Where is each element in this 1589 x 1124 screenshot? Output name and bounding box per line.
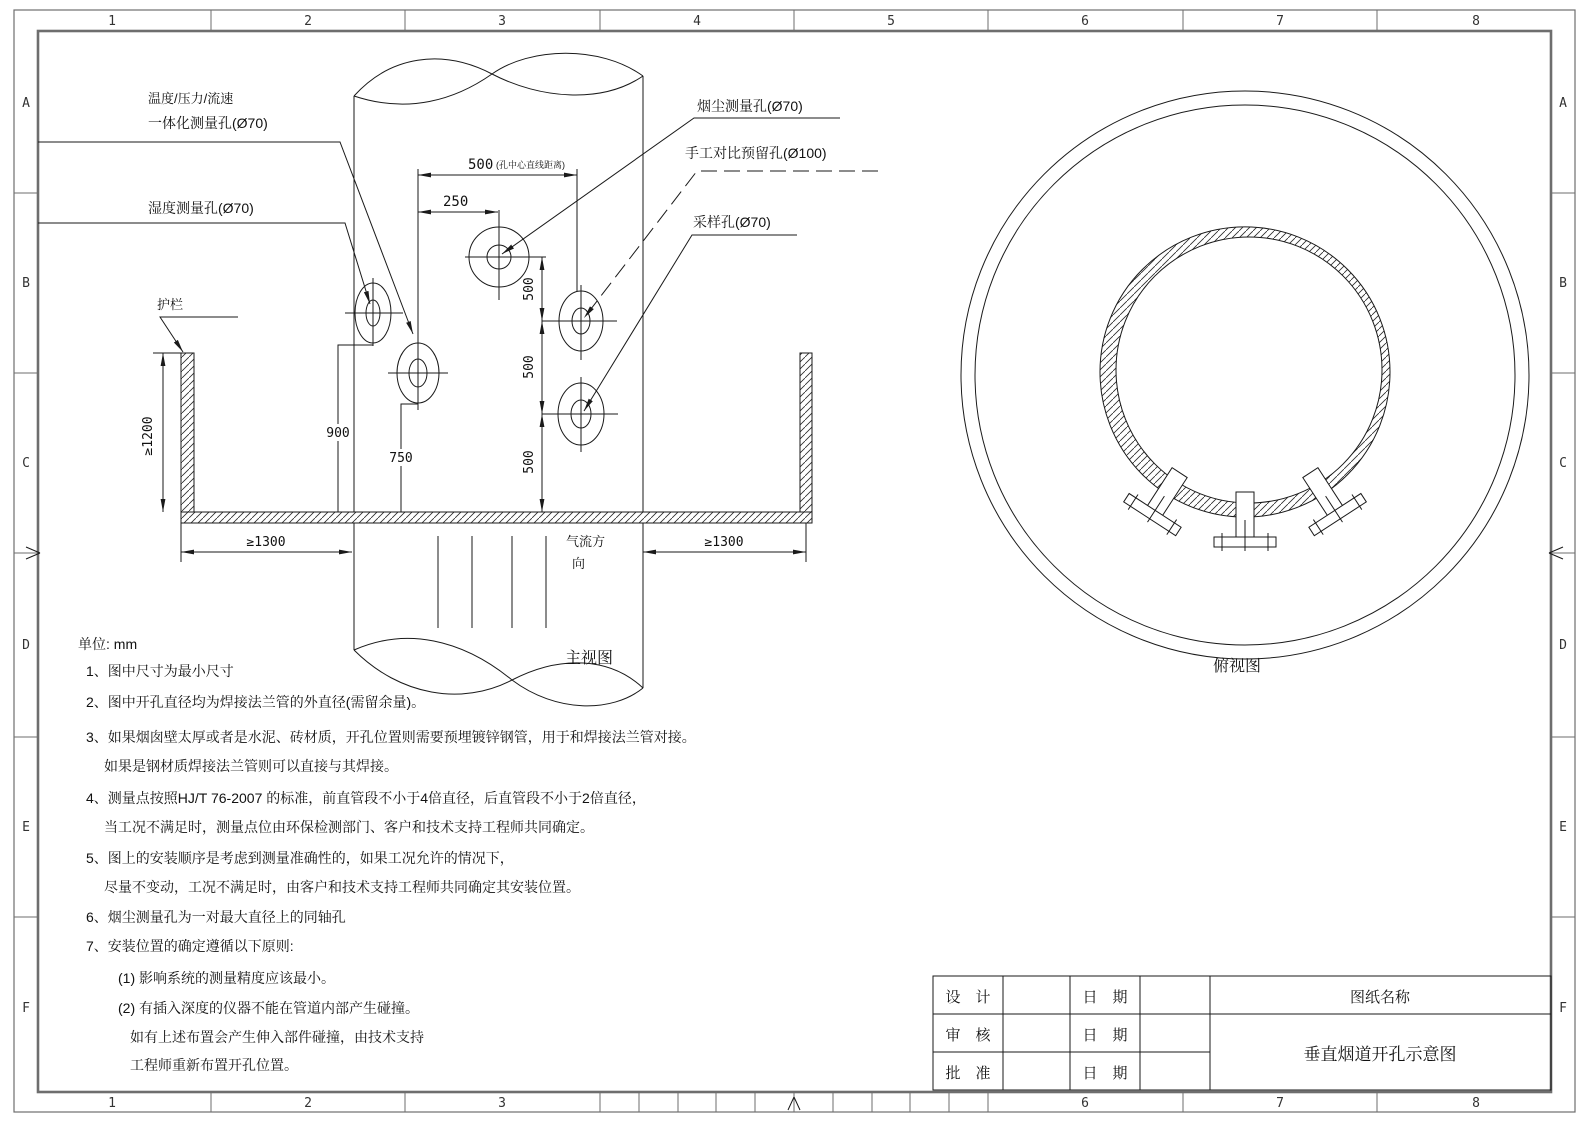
grid-row-label: A (1559, 96, 1567, 111)
label-manual-reserved-hole: 手工对比预留孔(Ø100) (685, 145, 827, 161)
title-block-review-label: 审 核 (945, 1027, 991, 1044)
chimney-outer-circle (961, 91, 1529, 659)
label-sampling-hole: 采样孔(Ø70) (693, 214, 771, 230)
grid-row-label: C (22, 456, 30, 471)
front-view-title: 主视图 (565, 650, 614, 667)
grid-col-label: 6 (1081, 14, 1089, 29)
platform-walkway (181, 512, 812, 523)
grid-col-label: 5 (887, 14, 895, 29)
note-line: 工程师重新布置开孔位置。 (130, 1057, 298, 1073)
note-line: 如果是钢材质焊接法兰管则可以直接与其焊接。 (104, 758, 398, 774)
grid-row-label: A (22, 96, 30, 111)
grid-col-label: 3 (498, 14, 506, 29)
grid-strip-bottom (211, 1092, 1377, 1112)
title-block-date-label: 日 期 (1082, 989, 1128, 1006)
hole-manual-reserved (542, 285, 617, 360)
label-integrated-hole-line2: 一体化测量孔(Ø70) (148, 115, 268, 131)
grid-row-label: F (1559, 1001, 1567, 1016)
grid-col-label: 8 (1472, 1096, 1480, 1111)
title-block-sheet-name: 垂直烟道开孔示意图 (1303, 1045, 1457, 1064)
grid-row-label: D (1559, 638, 1567, 653)
note-line: 5、图上的安装顺序是考虑到测量准确性的，如果工况允许的情况下， (86, 850, 514, 866)
note-line: 7、安装位置的确定遵循以下原则: (86, 938, 294, 954)
flue-duct-ring (1100, 227, 1390, 517)
grid-row-label: C (1559, 456, 1567, 471)
grid-strip-top (211, 10, 1377, 31)
grid-col-label: 1 (108, 1096, 116, 1111)
grid-col-label: 2 (304, 1096, 312, 1111)
title-block-signature-cells (1003, 976, 1070, 1090)
dim-500-centers: 500 (468, 157, 494, 173)
front-view (38, 53, 878, 706)
note-line: (2) 有插入深度的仪器不能在管道内部产生碰撞。 (118, 1000, 419, 1016)
airflow-lines (438, 536, 546, 628)
unit-note: 单位: mm (78, 636, 138, 652)
note-line: 6、烟尘测量孔为一对最大直径上的同轴孔 (86, 909, 346, 925)
leader-dust-hole (502, 118, 840, 254)
dim-min-1300-left: ≥1300 (246, 535, 286, 550)
title-block (933, 976, 1551, 1090)
pipe-break-top (354, 53, 643, 104)
grid-row-label: E (1559, 820, 1567, 835)
note-line: 当工况不满足时，测量点位由环保检测部门、客户和技术支持工程师共同确定。 (104, 819, 594, 835)
title-block-design-label: 设 计 (945, 989, 991, 1006)
title-block-sheet-name-label: 图纸名称 (1349, 989, 1411, 1006)
guardrail-post-right (800, 353, 812, 512)
note-line: (1) 影响系统的测量精度应该最小。 (118, 970, 335, 986)
note-line: 1、图中尺寸为最小尺寸 (86, 663, 234, 679)
label-airflow-line2: 向 (572, 556, 586, 571)
leader-integrated-hole (38, 142, 413, 334)
leader-lines (38, 118, 878, 512)
label-humidity-hole: 湿度测量孔(Ø70) (148, 200, 254, 216)
chimney-inner-circle (975, 105, 1515, 645)
grid-col-label: 7 (1276, 1096, 1284, 1111)
title-block-approve-label: 批 准 (945, 1065, 991, 1082)
grid-col-label: 7 (1276, 14, 1284, 29)
grid-col-label: 4 (693, 14, 701, 29)
grid-row-label: E (22, 820, 30, 835)
guardrail-post-left (181, 353, 194, 512)
label-airflow-line1: 气流方 (566, 534, 606, 549)
dim-500-c: 500 (522, 450, 537, 474)
title-block-date-label: 日 期 (1082, 1065, 1128, 1082)
leader-guardrail (160, 317, 238, 352)
grid-row-label: D (22, 638, 30, 653)
note-line: 尽量不变动，工况不满足时，由客户和技术支持工程师共同确定其安装位置。 (104, 879, 580, 895)
note-line: 4、测量点按照HJ/T 76-2007 的标准，前直管段不小于4倍直径，后直管段不小于2倍直径， (86, 790, 646, 806)
grid-col-label: 2 (304, 14, 312, 29)
grid-row-label: B (22, 276, 30, 291)
title-block-date-label: 日 期 (1082, 1027, 1128, 1044)
dim-min-1300-right: ≥1300 (704, 535, 744, 550)
note-line: 3、如果烟囱壁太厚或者是水泥、砖材质，开孔位置则需要预埋镀锌钢管，用于和焊接法兰管对接。 (86, 729, 696, 745)
dim-500-centers-note: (孔中心直线距离) (496, 160, 565, 170)
dim-500-b: 500 (522, 355, 537, 379)
hole-sampling (542, 377, 618, 452)
label-dust-hole: 烟尘测量孔(Ø70) (697, 98, 803, 114)
grid-row-label: B (1559, 276, 1567, 291)
dim-500-a: 500 (522, 277, 537, 301)
top-view (961, 91, 1529, 675)
title-block-date-cells (1140, 976, 1210, 1090)
leader-manual-reserved-hole (584, 171, 878, 318)
label-integrated-hole-line1: 温度/压力/流速 (148, 91, 234, 106)
label-guardrail: 护栏 (157, 297, 184, 312)
note-line: 2、图中开孔直径均为焊接法兰管的外直径(需留余量)。 (86, 694, 426, 710)
dim-250: 250 (443, 194, 469, 210)
leader-humidity-hole (38, 223, 370, 304)
grid-col-label: 3 (498, 1096, 506, 1111)
dimension-lines (163, 175, 806, 552)
grid-col-label: 6 (1081, 1096, 1089, 1111)
top-view-title: 俯视图 (1212, 658, 1262, 675)
leader-sampling-hole (584, 235, 797, 411)
dim-min-1200: ≥1200 (141, 416, 156, 456)
grid-col-label: 8 (1472, 14, 1480, 29)
grid-col-label: 1 (108, 14, 116, 29)
grid-row-label: F (22, 1001, 30, 1016)
note-line: 如有上述布置会产生伸入部件碰撞，由技术支持 (130, 1029, 424, 1045)
notes (78, 636, 696, 1073)
dim-900: 900 (326, 426, 350, 441)
dim-750: 750 (389, 451, 413, 466)
